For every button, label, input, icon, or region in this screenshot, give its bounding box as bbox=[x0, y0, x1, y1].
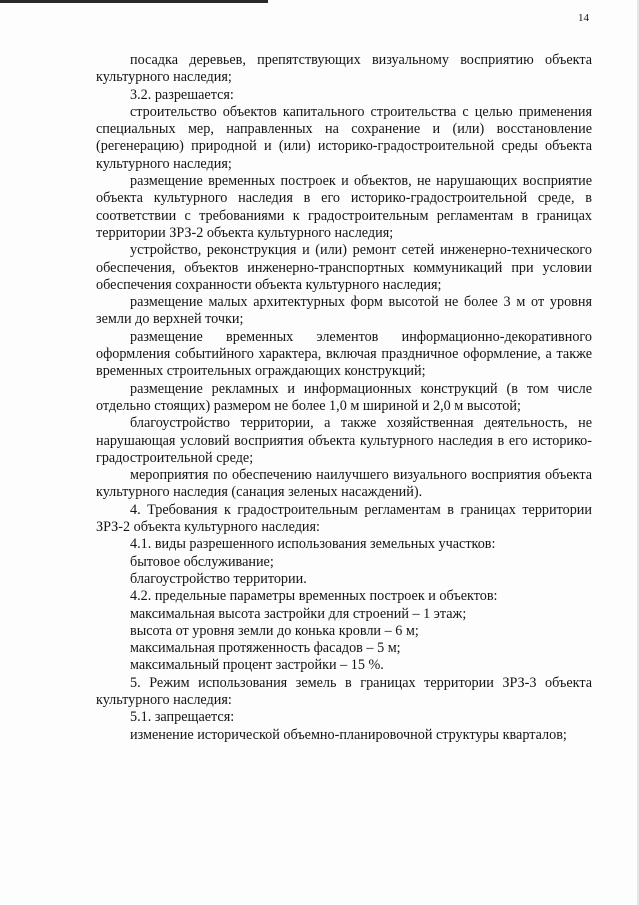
document-body bbox=[96, 52, 592, 744]
paragraph: размещение временных построек и объектов, не нарушающих восприятие объекта культурного наследия в его историко-градостроительной среде, в соответствии с требованиями к градостроительным регламентам в границах территории ЗРЗ-2 объекта культурного наследия; bbox=[96, 173, 592, 241]
list-item: бытовое обслуживание; bbox=[130, 553, 274, 570]
section-heading: 4. Требования к градостроительным регламентам в границах территории ЗРЗ-2 объекта культурного наследия: bbox=[96, 501, 592, 536]
paragraph: размещение временных элементов информационно-декоративного оформления событийного характера, включая праздничное оформление, а также временных строительных ограждающих конструкций; bbox=[96, 328, 592, 380]
list-item: благоустройство территории. bbox=[130, 570, 307, 587]
subsection-heading: 5.1. запрещается: bbox=[130, 709, 235, 726]
page-number: 14 bbox=[578, 12, 589, 24]
paragraph: строительство объектов капитального строительства с целью применения специальных мер, направленных на сохранение и (или) восстановление (регенерацию) природной и (или) историко-градостроительной среды объекта культурного наследия; bbox=[96, 103, 592, 172]
subsection-heading: 4.1. виды разрешенного использования земельных участков: bbox=[130, 536, 496, 553]
paragraph: размещение малых архитектурных форм высотой не более 3 м от уровня земли до верхней точки; bbox=[96, 294, 592, 328]
list-item: максимальная высота застройки для строений – 1 этаж; bbox=[130, 605, 467, 622]
paragraph: благоустройство территории, а также хозяйственная деятельность, не нарушающая условий восприятия объекта культурного наследия в его историко-градостроительной среде; bbox=[96, 415, 592, 466]
paragraph: посадка деревьев, препятствующих визуальному восприятию объекта культурного наследия; bbox=[96, 52, 592, 86]
section-heading: 3.2. разрешается: bbox=[130, 86, 234, 103]
list-item: максимальная протяженность фасадов – 5 м; bbox=[130, 640, 401, 657]
top-rule bbox=[0, 0, 268, 3]
subsection-heading: 4.2. предельные параметры временных построек и объектов: bbox=[130, 588, 498, 605]
paragraph: устройство, реконструкция и (или) ремонт сетей инженерно-технического обеспечения, объектов инженерно-транспортных коммуникаций при условии обеспечения сохранности объекта культурного наследия; bbox=[96, 242, 592, 293]
paragraph: размещение рекламных и информационных конструкций (в том числе отдельно стоящих) размером не более 1,0 м шириной и 2,0 м высотой; bbox=[96, 380, 592, 414]
list-item: максимальный процент застройки – 15 %. bbox=[130, 657, 384, 674]
list-item: высота от уровня земли до конька кровли – 6 м; bbox=[130, 622, 419, 639]
section-heading: 5. Режим использования земель в границах территории ЗРЗ-3 объекта культурного наследия: bbox=[96, 674, 592, 708]
paragraph: изменение исторической объемно-планировочной структуры кварталов; bbox=[130, 726, 567, 743]
paragraph: мероприятия по обеспечению наилучшего визуального восприятия объекта культурного наследия (санация зеленых насаждений). bbox=[96, 467, 592, 501]
